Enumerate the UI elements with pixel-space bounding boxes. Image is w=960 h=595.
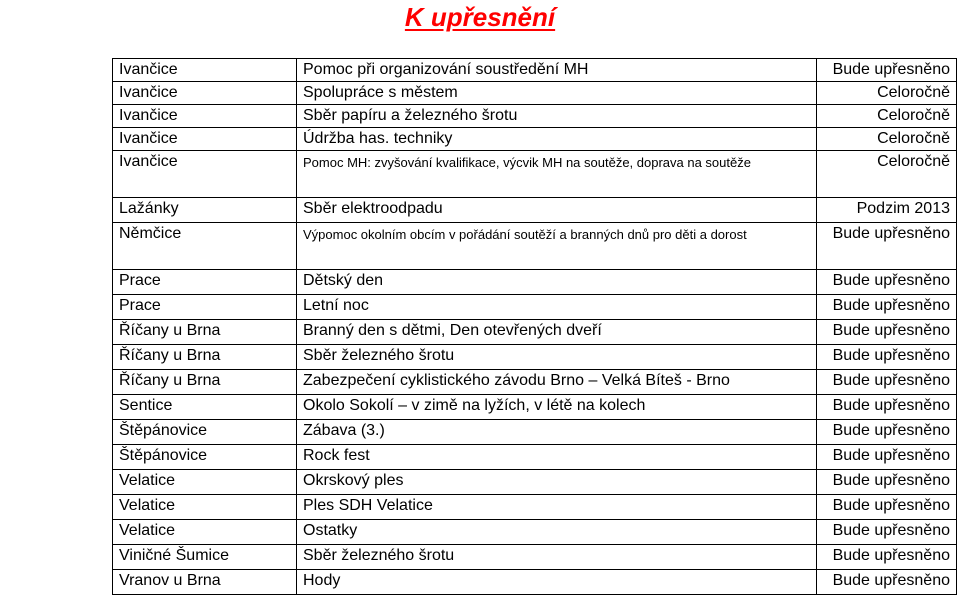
place-cell: Štěpánovice [113, 445, 297, 470]
table-row [113, 295, 957, 320]
table-row [113, 198, 957, 223]
activity-cell: Branný den s dětmi, Den otevřených dveří [297, 320, 817, 345]
table-row [113, 151, 957, 198]
table-row [113, 545, 957, 570]
status-cell: Celoročně [817, 151, 957, 198]
status-cell: Bude upřesněno [817, 570, 957, 595]
place-cell: Sentice [113, 395, 297, 420]
place-cell: Štěpánovice [113, 420, 297, 445]
status-cell: Bude upřesněno [817, 223, 957, 270]
place-cell: Ivančice [113, 151, 297, 198]
place-cell: Říčany u Brna [113, 370, 297, 395]
status-cell: Bude upřesněno [817, 445, 957, 470]
activity-cell: Sběr papíru a železného šrotu [297, 105, 817, 128]
table-row [113, 470, 957, 495]
place-cell: Ivančice [113, 82, 297, 105]
place-cell: Viničné Šumice [113, 545, 297, 570]
table-row [113, 59, 957, 82]
status-cell: Bude upřesněno [817, 320, 957, 345]
table-row [113, 395, 957, 420]
place-cell: Prace [113, 295, 297, 320]
activity-cell: Ostatky [297, 520, 817, 545]
table-row [113, 320, 957, 345]
activity-cell: Letní noc [297, 295, 817, 320]
status-cell: Celoročně [817, 128, 957, 151]
activity-cell: Pomoc MH: zvyšování kvalifikace, výcvik MH na soutěže, doprava na soutěže [297, 151, 817, 198]
status-cell: Bude upřesněno [817, 520, 957, 545]
place-cell: Ivančice [113, 105, 297, 128]
status-cell: Celoročně [817, 82, 957, 105]
activity-cell: Údržba has. techniky [297, 128, 817, 151]
status-cell: Podzim 2013 [817, 198, 957, 223]
place-cell: Velatice [113, 520, 297, 545]
activity-cell: Zábava (3.) [297, 420, 817, 445]
place-cell: Ivančice [113, 128, 297, 151]
table-row [113, 82, 957, 105]
activity-cell: Okrskový ples [297, 470, 817, 495]
place-cell: Prace [113, 270, 297, 295]
status-cell: Bude upřesněno [817, 545, 957, 570]
table-row [113, 128, 957, 151]
page-title: K upřesnění [404, 2, 556, 32]
activity-cell: Zabezpečení cyklistického závodu Brno – Velká Bíteš - Brno [297, 370, 817, 395]
place-cell: Lažánky [113, 198, 297, 223]
activity-cell: Výpomoc okolním obcím v pořádání soutěží a branných dnů pro děti a dorost [297, 223, 817, 270]
status-cell: Bude upřesněno [817, 270, 957, 295]
activity-cell: Pomoc při organizování soustředění MH [297, 59, 817, 82]
status-cell: Bude upřesněno [817, 370, 957, 395]
activity-cell: Sběr železného šrotu [297, 345, 817, 370]
table-row [113, 420, 957, 445]
status-cell: Bude upřesněno [817, 345, 957, 370]
place-cell: Velatice [113, 470, 297, 495]
table-row [113, 370, 957, 395]
activity-cell: Ples SDH Velatice [297, 495, 817, 520]
table-row [113, 520, 957, 545]
status-cell: Bude upřesněno [817, 395, 957, 420]
table-row [113, 105, 957, 128]
status-cell: Bude upřesněno [817, 59, 957, 82]
place-cell: Němčice [113, 223, 297, 270]
status-cell: Bude upřesněno [817, 495, 957, 520]
place-cell: Ivančice [113, 59, 297, 82]
table-row [113, 495, 957, 520]
status-cell: Bude upřesněno [817, 470, 957, 495]
status-cell: Celoročně [817, 105, 957, 128]
table-row [113, 445, 957, 470]
place-cell: Velatice [113, 495, 297, 520]
status-cell: Bude upřesněno [817, 295, 957, 320]
events-table [112, 58, 957, 595]
activity-cell: Sběr elektroodpadu [297, 198, 817, 223]
table-row [113, 570, 957, 595]
place-cell: Říčany u Brna [113, 320, 297, 345]
activity-cell: Okolo Sokolí – v zimě na lyžích, v létě na kolech [297, 395, 817, 420]
table-row [113, 223, 957, 270]
activity-cell: Sběr železného šrotu [297, 545, 817, 570]
place-cell: Vranov u Brna [113, 570, 297, 595]
activity-cell: Dětský den [297, 270, 817, 295]
activity-cell: Hody [297, 570, 817, 595]
status-cell: Bude upřesněno [817, 420, 957, 445]
activity-cell: Spolupráce s městem [297, 82, 817, 105]
place-cell: Říčany u Brna [113, 345, 297, 370]
activity-cell: Rock fest [297, 445, 817, 470]
table-row [113, 270, 957, 295]
table-row [113, 345, 957, 370]
